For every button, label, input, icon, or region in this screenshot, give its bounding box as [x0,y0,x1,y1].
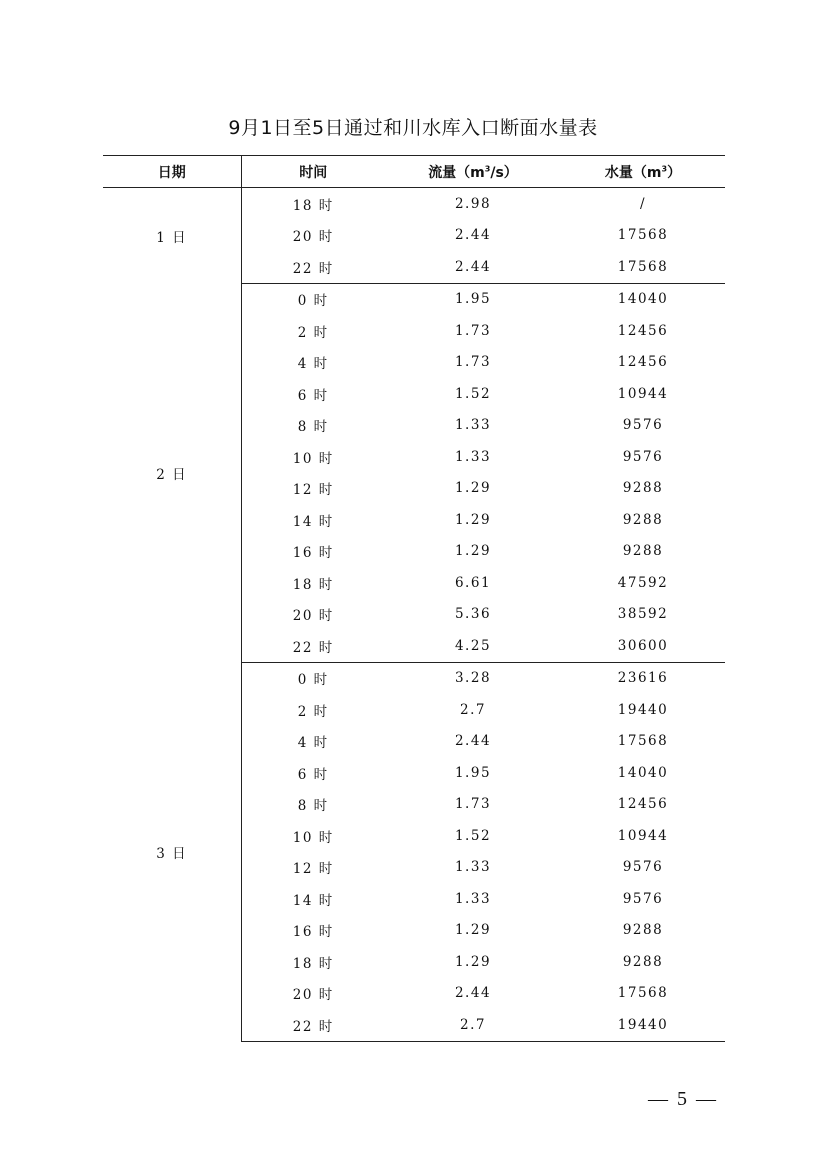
flow-cell: 3.28 [454,670,492,687]
flow-cell: 1.33 [454,448,492,465]
volume-cell: 9288 [622,922,664,939]
time-cell: 14 时 [292,892,334,909]
flow-cell: 4.25 [385,630,561,662]
flow-cell: 1.29 [454,480,492,497]
time-cell: 6 时 [297,766,329,783]
time-cell: 20 时 [292,608,334,625]
time-cell: 22 时 [241,251,385,283]
volume-cell: 12456 [617,354,669,371]
time-cell: 6 时 [297,387,329,404]
flow-cell: 1.33 [454,417,492,434]
time-cell: 0 时 [297,672,329,689]
flow-cell: 1.33 [454,859,492,876]
time-cell: 18 时 [292,197,334,214]
volume-cell: 12456 [617,322,669,339]
time-cell: 0 时 [297,293,329,310]
time-cell: 10 时 [292,450,334,467]
flow-cell: 1.73 [454,796,492,813]
flow-cell: 2.44 [385,251,561,283]
volume-cell: 9288 [622,543,664,560]
header-date: 日期 [103,156,241,188]
volume-cell: 23616 [617,670,669,687]
header-volume-sup: 3 [661,163,668,173]
volume-cell: 9576 [622,890,664,907]
volume-cell: 14040 [617,291,669,308]
flow-cell: 1.29 [454,511,492,528]
volume-cell: 14040 [617,764,669,781]
flow-cell: 2.44 [454,227,492,244]
volume-cell: 12456 [617,796,669,813]
flow-cell: 5.36 [454,606,492,623]
flow-cell: 1.29 [454,922,492,939]
time-cell: 2 时 [297,324,329,341]
volume-cell: 17568 [617,733,669,750]
table-title: 9月1日至5日通过和川水库入口断面水量表 [228,117,598,139]
volume-cell: 10944 [617,827,669,844]
flow-cell: 2.98 [454,195,492,212]
volume-cell: 47592 [617,574,669,591]
volume-cell: 10944 [617,385,669,402]
flow-cell: 2.7 [385,1009,561,1041]
flow-cell: 1.29 [454,543,492,560]
header-volume-prefix: 水量（m [604,164,662,181]
time-cell: 12 时 [292,861,334,878]
time-cell: 20 时 [292,987,334,1004]
time-cell: 22 时 [241,1009,385,1041]
time-cell: 10 时 [292,829,334,846]
time-cell: 4 时 [297,356,329,373]
header-flow-prefix: 流量（m [428,164,485,181]
page-number: — 5 — [648,1088,718,1110]
volume-cell: 9576 [622,859,664,876]
water-volume-table [103,155,725,1042]
flow-cell: 1.52 [454,385,492,402]
flow-cell: 1.29 [454,953,492,970]
flow-cell: 1.95 [454,764,492,781]
time-cell: 20 时 [292,229,334,246]
time-cell: 16 时 [292,924,334,941]
time-cell: 12 时 [292,482,334,499]
header-flow-suffix: /s） [490,164,518,181]
table-row [103,662,725,694]
flow-cell: 1.95 [454,291,492,308]
volume-cell: 17568 [561,251,725,283]
header-flow [385,156,561,188]
flow-cell: 2.7 [460,701,486,718]
volume-cell: 19440 [561,1009,725,1041]
date-cell: 2 日 [103,283,241,662]
volume-cell: 19440 [617,701,669,718]
time-cell: 8 时 [297,798,329,815]
flow-cell: 1.52 [454,827,492,844]
volume-cell: 30600 [561,630,725,662]
header-volume [561,156,725,188]
volume-cell: 9576 [622,417,664,434]
volume-cell: / [639,195,647,212]
time-cell: 14 时 [292,513,334,530]
volume-cell: 17568 [617,985,669,1002]
volume-cell: 9288 [622,480,664,497]
flow-cell: 6.61 [454,574,492,591]
flow-cell: 2.44 [454,985,492,1002]
time-cell: 4 时 [297,735,329,752]
volume-cell: 17568 [617,227,669,244]
volume-cell: 9288 [622,953,664,970]
header-flow-sup: 3 [484,163,491,173]
header-time: 时间 [241,156,385,188]
date-cell: 1 日 [103,188,241,284]
table-body [103,188,725,1042]
time-cell: 2 时 [297,703,329,720]
time-cell: 8 时 [297,419,329,436]
table-header-row [103,156,725,188]
flow-cell: 2.44 [454,733,492,750]
flow-cell: 1.33 [454,890,492,907]
time-cell: 22 时 [241,630,385,662]
volume-cell: 9576 [622,448,664,465]
date-cell: 3 日 [103,662,241,1041]
volume-cell: 38592 [617,606,669,623]
time-cell: 16 时 [292,545,334,562]
flow-cell: 1.73 [454,354,492,371]
header-volume-suffix: ） [667,164,682,181]
time-cell: 18 时 [292,955,334,972]
time-cell: 18 时 [292,576,334,593]
table-row [103,188,725,220]
volume-cell: 9288 [622,511,664,528]
table-row [103,283,725,315]
flow-cell: 1.73 [454,322,492,339]
